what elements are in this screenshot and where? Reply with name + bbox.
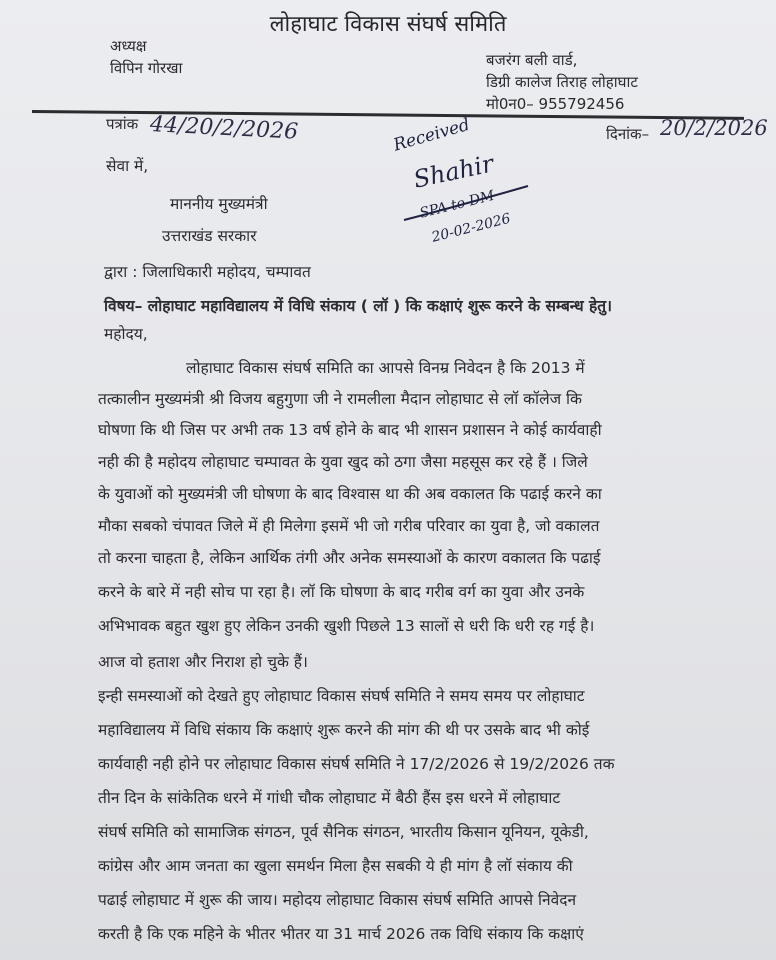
seva-me: सेवा में, — [106, 157, 149, 175]
body-line: लोहाघाट विकास संघर्ष समिति का आपसे विनम्र निवेदन है कि 2013 में — [186, 359, 585, 377]
body-line: कार्यवाही नही होने पर लोहाघाट विकास संघर्ष समिति ने 17/2/2026 से 19/2/2026 तक — [98, 755, 615, 773]
stamp-received: Received — [391, 114, 473, 156]
recipient-line-1: माननीय मुख्यमंत्री — [170, 195, 268, 213]
stamp-signature: Shahir — [411, 149, 496, 194]
stamp-office: SPA to DM — [418, 187, 497, 222]
letterhead-divider — [32, 110, 744, 120]
address-line-1: बजरंग बली वार्ड, — [486, 51, 578, 69]
stamp-date: 20-02-2026 — [430, 210, 513, 246]
phone-number: मो0न0– 955792456 — [486, 95, 625, 113]
via-line: द्वारा : जिलाधिकारी महोदय, चम्पावत — [104, 263, 311, 281]
body-line: करती है कि एक महिने के भीतर भीतर या 31 मार्च 2026 तक विधि संकाय कि कक्षाएं — [98, 925, 584, 943]
body-line: के युवाओं को मुख्यमंत्री जी घोषणा के बाद विश्वास था की अब वकालत कि पढाई करने का — [98, 485, 602, 503]
salutation: महोदय, — [104, 325, 148, 343]
president-label: अध्यक्ष — [110, 37, 147, 55]
body-line: नही की है महोदय लोहाघाट चम्पावत के युवा खुद को ठगा जैसा महसूस कर रहे हैं । जिले — [98, 453, 588, 471]
address-line-2: डिग्री कालेज तिराह लोहाघाट — [486, 73, 638, 91]
letterhead-title: लोहाघाट विकास संघर्ष समिति — [269, 12, 507, 37]
body-line: तत्कालीन मुख्यमंत्री श्री विजय बहुगुणा जी ने रामलीला मैदान लोहाघाट से लॉ कॉलेज कि — [98, 390, 582, 408]
date-label: दिनांक– — [606, 125, 650, 143]
body-line: घोषणा कि थी जिस पर अभी तक 13 वर्ष होने के बाद भी शासन प्रशासन ने कोई कार्यवाही — [98, 421, 602, 439]
body-line: करने के बारे में नही सोच पा रहा है। लॉ कि घोषणा के बाद गरीब वर्ग का युवा और उनके — [98, 583, 585, 601]
recipient-line-2: उत्तराखंड सरकार — [162, 227, 257, 245]
body-line: अभिभावक बहुत खुश हुए लेकिन उनकी खुशी पिछले 13 सालों से धरी कि धरी रह गई है। — [98, 617, 595, 635]
ref-value: 44/20/2/2026 — [149, 112, 299, 145]
date-value: 20/2/2026 — [660, 116, 768, 140]
body-line: मौका सबको चंपावत जिले में ही मिलेगा इसमें भी जो गरीब परिवार का युवा है, जो वकालत — [98, 517, 600, 535]
body-line: आज वो हताश और निराश हो चुके हैं। — [98, 653, 308, 671]
body-line: तो करना चाहता है, लेकिन आर्थिक तंगी और अनेक समस्याओं के कारण वकालत कि पढाई — [98, 549, 601, 567]
body-line: इन्ही समस्याओं को देखते हुए लोहाघाट विकास संघर्ष समिति ने समय समय पर लोहाघाट — [98, 687, 585, 705]
body-line: संघर्ष समिति को सामाजिक संगठन, पूर्व सैनिक संगठन, भारतीय किसान यूनियन, यूकेडी, — [98, 823, 589, 841]
body-line: कांग्रेस और आम जनता का खुला समर्थन मिला हैस सबकी ये ही मांग है लॉ संकाय की — [98, 857, 573, 875]
body-line: तीन दिन के सांकेतिक धरने में गांधी चौक लोहाघाट में बैठी हैंस इस धरने में लोहाघाट — [98, 789, 561, 807]
president-name: विपिन गोरखा — [110, 59, 183, 77]
body-line: पढाई लोहाघाट में शुरू की जाय। महोदय लोहाघाट विकास संघर्ष समिति आपसे निवेदन — [98, 891, 577, 909]
ref-label: पत्रांक — [106, 115, 139, 133]
body-line: महाविद्यालय में विधि संकाय कि कक्षाएं शुरू करने की मांग की थी पर उसके बाद भी कोई — [98, 721, 590, 739]
subject-line: विषय– लोहाघाट महाविद्यालय में विधि संकाय ( लॉ ) कि कक्षाएं शुरू करने के सम्बन्ध हेतु। — [104, 297, 612, 315]
